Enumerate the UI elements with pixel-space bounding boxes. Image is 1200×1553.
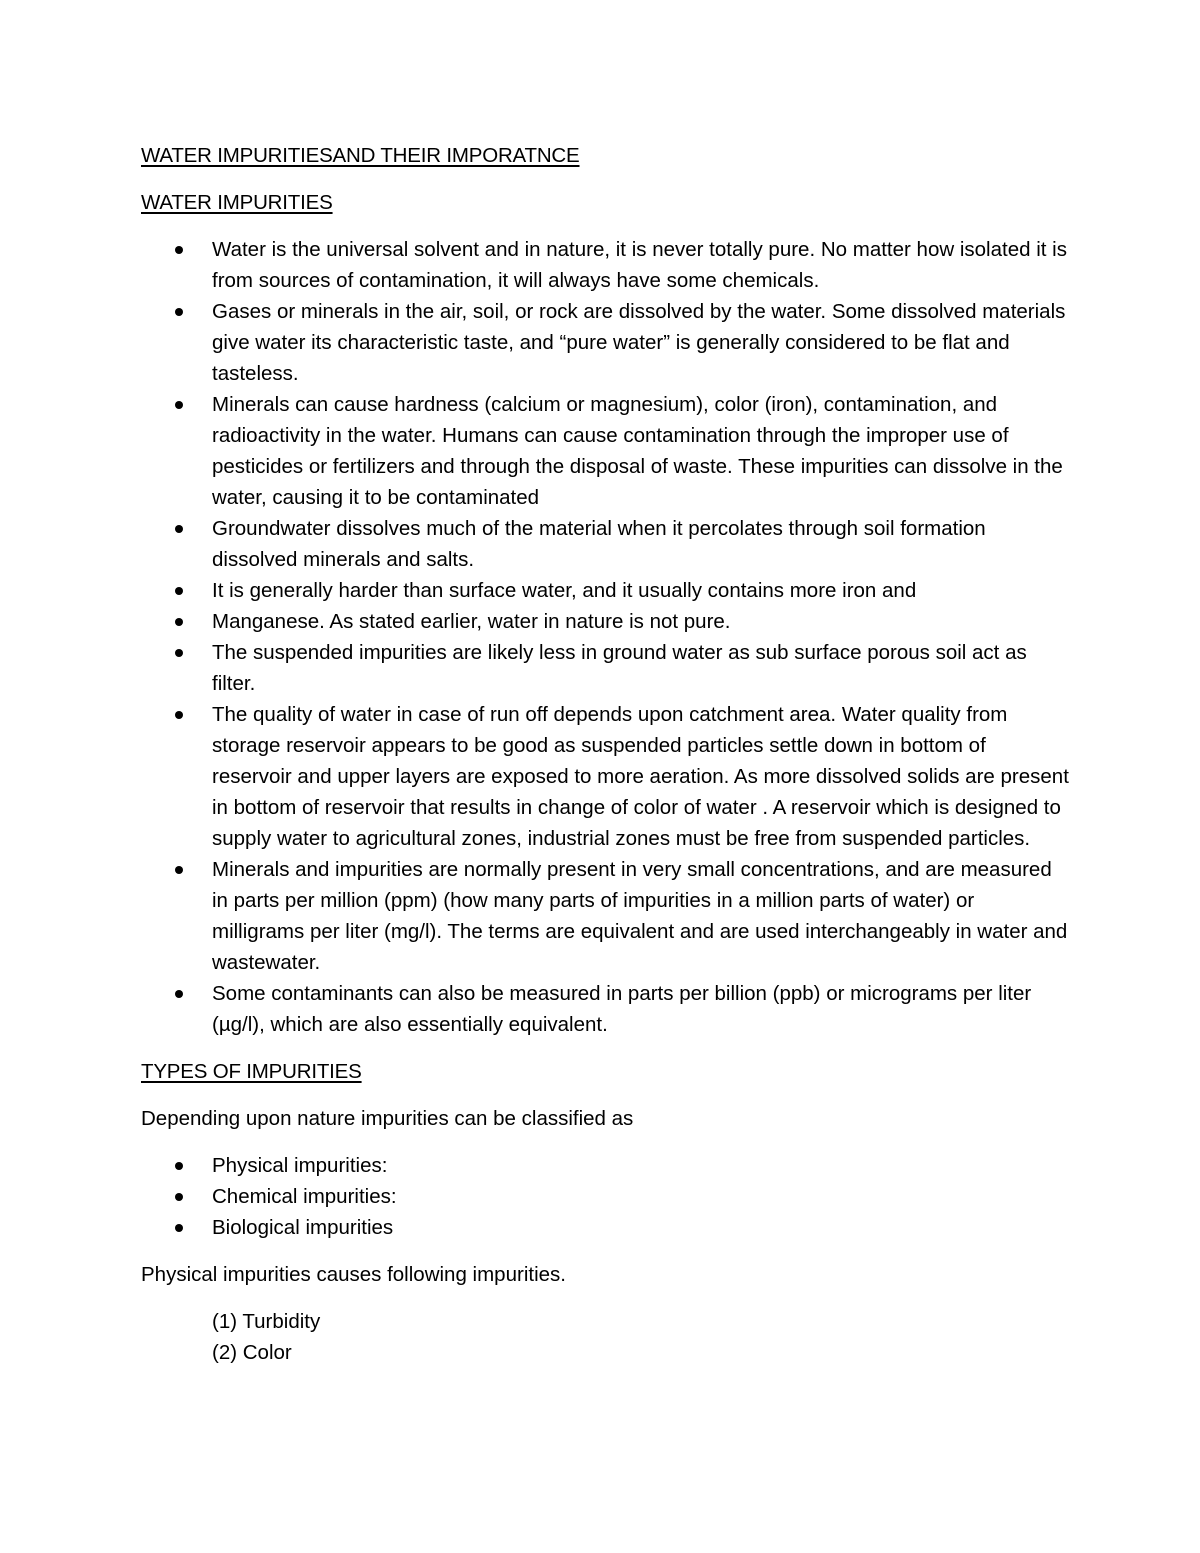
impurity-types-list: [141, 1150, 1071, 1243]
bullet-icon: [175, 990, 183, 998]
water-impurities-list: [141, 234, 1071, 1040]
list-item: [141, 296, 1071, 389]
list-item-text: The quality of water in case of run off depends upon catchment area. Water quality from storage reservoir appears to be good as suspended particles settle down in bottom of reservoir and upper layers are exposed to more aeration. As more dissolved solids are present in bottom of reservoir that results in change of color of water . A reservoir which is designed to supply water to agricultural zones, industrial zones must be free from suspended particles.: [212, 703, 1069, 850]
bullet-icon: [175, 1224, 183, 1232]
list-item-text: Manganese. As stated earlier, water in nature is not pure.: [212, 610, 731, 633]
document-body: [141, 140, 1071, 1368]
list-item: [141, 234, 1071, 296]
list-item: [141, 637, 1071, 699]
numbered-item: (2) Color: [212, 1341, 292, 1364]
section-heading-water-impurities: WATER IMPURITIES: [141, 191, 333, 214]
bullet-icon: [175, 618, 183, 626]
document-title: WATER IMPURITIESAND THEIR IMPORATNCE: [141, 144, 580, 167]
list-item: [141, 389, 1071, 513]
bullet-icon: [175, 649, 183, 657]
bullet-icon: [175, 401, 183, 409]
types-intro-paragraph: Depending upon nature impurities can be classified as: [141, 1107, 634, 1130]
section-heading-types-of-impurities: TYPES OF IMPURITIES: [141, 1060, 362, 1083]
numbered-item: (1) Turbidity: [212, 1310, 321, 1333]
list-item: [141, 1212, 1071, 1243]
list-item: [141, 1150, 1071, 1181]
list-item-text: The suspended impurities are likely less in ground water as sub surface porous soil act as filter.: [212, 641, 1027, 695]
list-item: [141, 513, 1071, 575]
list-item: [141, 575, 1071, 606]
list-item-text: Minerals and impurities are normally present in very small concentrations, and are measured in parts per million (ppm) (how many parts of impurities in a million parts of water) or milligrams per liter (mg/l). The terms are equivalent and are used interchangeably in water and wastewater.: [212, 858, 1068, 974]
list-item: [141, 854, 1071, 978]
bullet-icon: [175, 587, 183, 595]
list-item-text: Groundwater dissolves much of the material when it percolates through soil formation dissolved minerals and salts.: [212, 517, 986, 571]
list-item-text: Biological impurities: [212, 1216, 394, 1239]
list-item-text: Gases or minerals in the air, soil, or rock are dissolved by the water. Some dissolved materials give water its characteristic taste, and “pure water” is generally considered to be flat and tasteless.: [212, 300, 1066, 385]
list-item-text: Some contaminants can also be measured in parts per billion (ppb) or micrograms per liter (µg/l), which are also essentially equivalent.: [212, 982, 1032, 1036]
physical-impurities-intro: Physical impurities causes following impurities.: [141, 1263, 566, 1286]
list-item-text: Chemical impurities:: [212, 1185, 397, 1208]
list-item-text: Water is the universal solvent and in nature, it is never totally pure. No matter how isolated it is from sources of contamination, it will always have some chemicals.: [212, 238, 1067, 292]
bullet-icon: [175, 246, 183, 254]
bullet-icon: [175, 1193, 183, 1201]
list-item: [141, 1181, 1071, 1212]
list-item-text: Minerals can cause hardness (calcium or magnesium), color (iron), contamination, and radioactivity in the water. Humans can cause contamination through the improper use of pesticides or fertilizers and through the disposal of waste. These impurities can dissolve in the water, causing it to be contaminated: [212, 393, 1063, 509]
bullet-icon: [175, 866, 183, 874]
list-item: [141, 699, 1071, 854]
bullet-icon: [175, 308, 183, 316]
physical-impurities-list: [141, 1306, 1071, 1368]
list-item: [141, 978, 1071, 1040]
list-item-text: It is generally harder than surface water, and it usually contains more iron and: [212, 579, 917, 602]
list-item-text: Physical impurities:: [212, 1154, 388, 1177]
bullet-icon: [175, 525, 183, 533]
list-item: [141, 606, 1071, 637]
bullet-icon: [175, 1162, 183, 1170]
bullet-icon: [175, 711, 183, 719]
